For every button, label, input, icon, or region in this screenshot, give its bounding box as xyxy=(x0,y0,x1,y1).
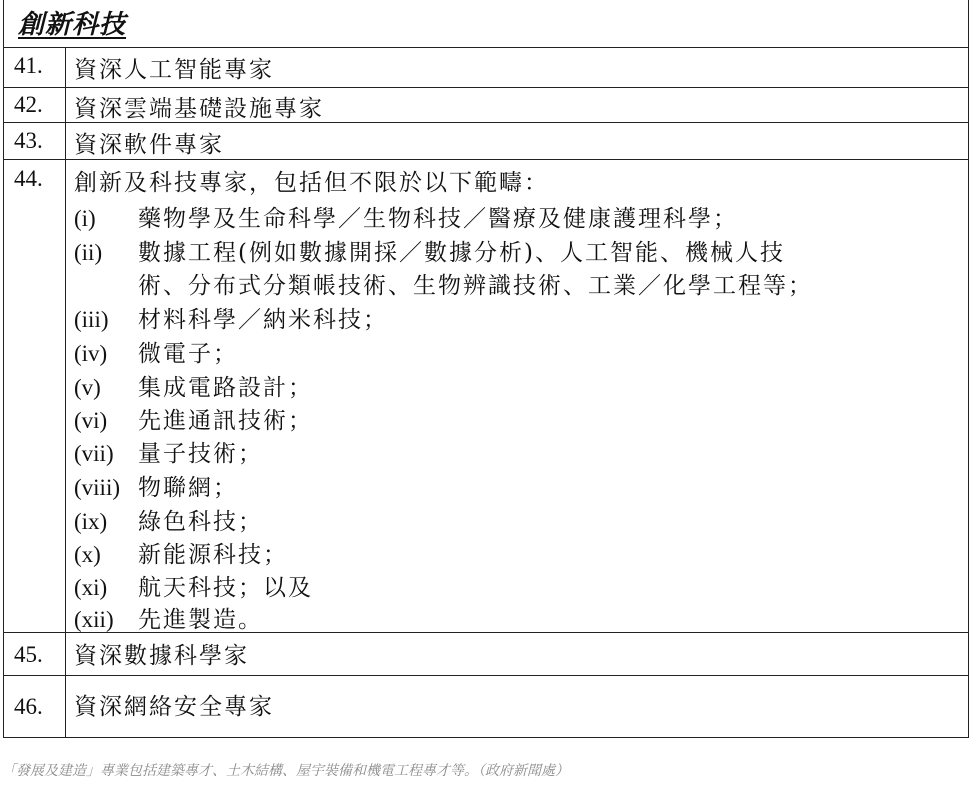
item-label: (iv) xyxy=(74,341,108,366)
item-text: 藥物學及生命科學／生物科技／醫療及健康護理科學； xyxy=(138,206,738,232)
list-item xyxy=(74,402,313,435)
item-text: 術、分布式分類帳技術、生物辨識技術、工業／化學工程等； xyxy=(138,273,813,299)
list-item xyxy=(74,536,288,569)
row-number: 41. xyxy=(14,53,43,78)
item-text: 集成電路設計； xyxy=(138,375,313,401)
item-text: 微電子； xyxy=(138,341,238,367)
section-title: 創新科技 xyxy=(18,10,127,40)
item-text: 綠色科技； xyxy=(138,509,263,535)
row-divider xyxy=(4,47,968,48)
row-text: 創新及科技專家，包括但不限於以下範疇： xyxy=(74,170,549,196)
list-item xyxy=(74,267,813,300)
list-item xyxy=(74,435,263,468)
item-label: (vii) xyxy=(74,441,114,466)
list-item xyxy=(74,200,738,233)
item-text: 物聯網； xyxy=(138,475,238,501)
column-divider xyxy=(65,47,66,737)
photo-caption: 「發展及建造」專業包括建築專才、土木結構、屋宇裝備和機電工程專才等。（政府新聞處） xyxy=(2,763,569,779)
item-label: (ix) xyxy=(74,509,108,534)
list-item xyxy=(74,569,313,602)
row-text: 資深軟件專家 xyxy=(74,132,224,158)
item-text: 航天科技；以及 xyxy=(138,575,313,601)
row-divider xyxy=(4,87,968,88)
item-text: 先進製造。 xyxy=(138,607,263,633)
list-item xyxy=(74,601,263,634)
row-text: 資深網絡安全專家 xyxy=(74,694,274,720)
item-text: 新能源科技； xyxy=(138,542,288,568)
row-number: 44. xyxy=(14,166,43,191)
item-label: (v) xyxy=(74,375,101,400)
row-text: 資深雲端基礎設施專家 xyxy=(74,96,324,122)
row-number: 42. xyxy=(14,92,43,117)
list-item xyxy=(74,369,313,402)
row-divider xyxy=(4,675,968,676)
row-text: 資深數據科學家 xyxy=(74,643,249,669)
item-label: (viii) xyxy=(74,475,120,500)
item-text: 先進通訊技術； xyxy=(138,408,313,434)
item-label: (iii) xyxy=(74,307,109,332)
list-item xyxy=(74,234,785,267)
item-text: 材料科學／納米科技； xyxy=(138,307,388,333)
list-item xyxy=(74,301,388,334)
row-divider xyxy=(4,159,968,160)
item-text: 數據工程(例如數據開採／數據分析)、人工智能、機械人技 xyxy=(138,240,785,266)
row-text: 資深人工智能專家 xyxy=(74,57,274,83)
item-label: (ii) xyxy=(74,240,103,265)
row-number: 43. xyxy=(14,128,43,153)
talent-list-table xyxy=(3,0,969,738)
item-label: (x) xyxy=(74,542,101,567)
list-item xyxy=(74,469,238,502)
list-item xyxy=(74,335,238,368)
list-item xyxy=(74,503,263,536)
item-label: (i) xyxy=(74,206,96,231)
item-label: (vi) xyxy=(74,408,108,433)
item-label: (xi) xyxy=(74,575,108,600)
item-text: 量子技術； xyxy=(138,441,263,467)
item-label: (xii) xyxy=(74,607,114,632)
row-number: 46. xyxy=(14,694,43,719)
row-number: 45. xyxy=(14,642,43,667)
